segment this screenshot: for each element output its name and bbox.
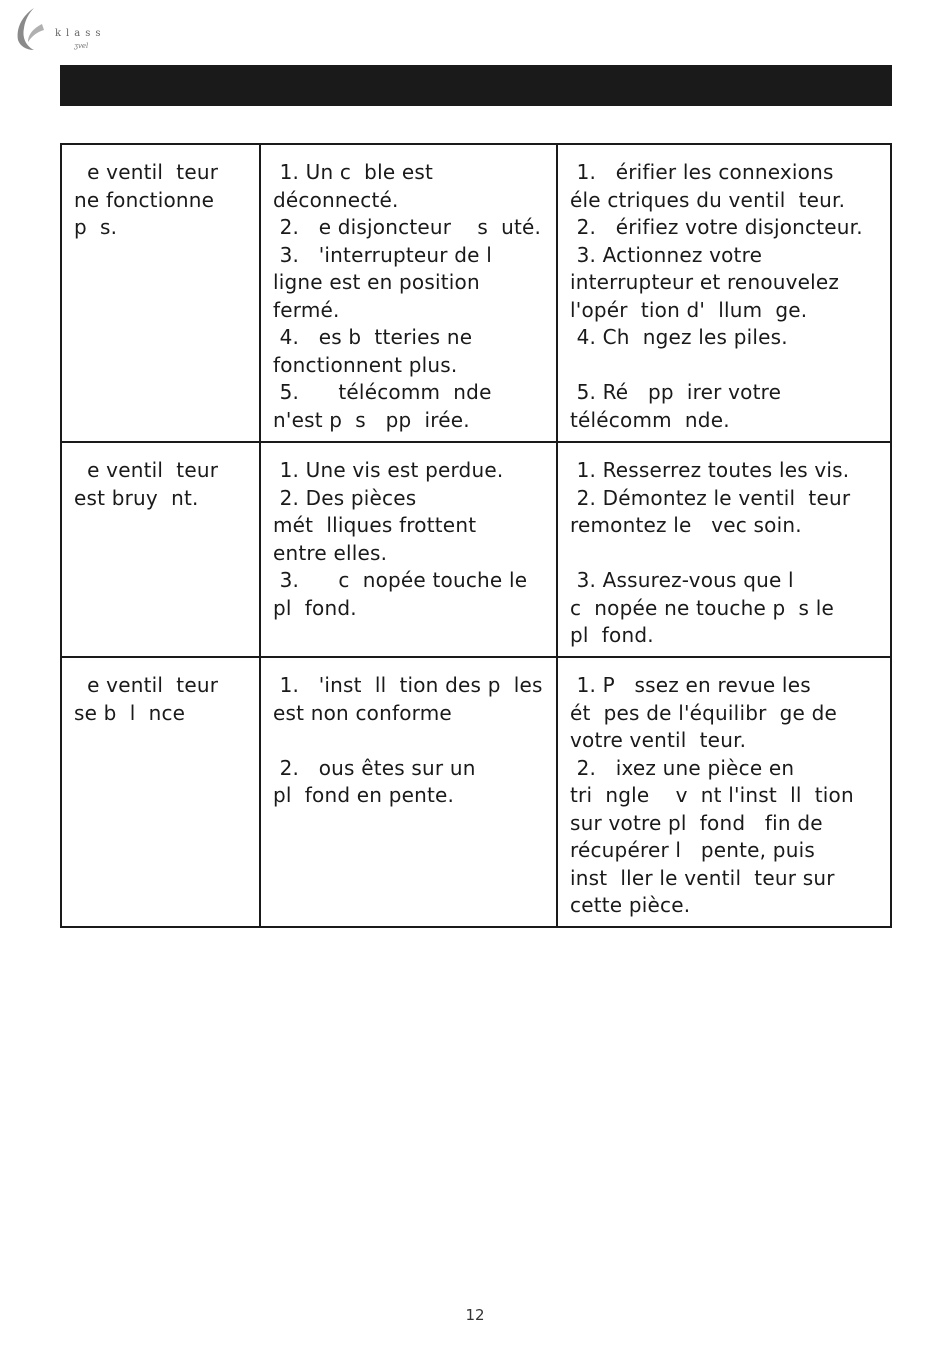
brand-swoosh-icon — [12, 6, 46, 52]
problem-cell: e ventil teur ne fonctionne p s. — [61, 144, 260, 442]
cause-cell: 1. Un c ble est déconnecté. 2. e disjoncteur s uté. 3. 'interrupteur de l ligne est en position fermé. 4. es b tteries ne fonctionnent plus. 5. télécomm nde n'est p s pp irée. — [260, 144, 557, 442]
problem-cell: e ventil teur est bruy nt. — [61, 442, 260, 657]
problem-cell: e ventil teur se b l nce — [61, 657, 260, 927]
solution-cell: 1. Resserrez toutes les vis. 2. Démontez le ventil teur remontez le vec soin. 3. Assurez-vous que l c nopée ne touche p s le pl fond. — [557, 442, 891, 657]
solution-cell: 1. érifier les connexions éle ctriques du ventil teur. 2. érifiez votre disjoncteur. 3. Actionnez votre interrupteur et renouvelez l'opér tion d' llum ge. 4. Ch ngez les piles. 5. Ré pp irer votre télécomm nde. — [557, 144, 891, 442]
brand-name: klass — [55, 28, 106, 39]
troubleshooting-table — [60, 143, 892, 928]
solution-cell: 1. P ssez en revue les ét pes de l'équilibr ge de votre ventil teur. 2. ixez une pièce en tri ngle v nt l'inst ll tion sur votre pl fond fin de récupérer l pente, puis inst ller le ventil teur sur cette pièce. — [557, 657, 891, 927]
brand-subtitle: ʒvel — [74, 42, 89, 50]
cause-cell: 1. Une vis est perdue. 2. Des pièces mét lliques frottent entre elles. 3. c nopée touche le pl fond. — [260, 442, 557, 657]
brand-logo — [12, 6, 106, 52]
page-number: 12 — [465, 1306, 485, 1324]
table-row — [61, 442, 891, 657]
table-row — [61, 657, 891, 927]
section-header-bar — [60, 65, 892, 106]
table-row — [61, 144, 891, 442]
cause-cell: 1. 'inst ll tion des p les est non conforme 2. ous êtes sur un pl fond en pente. — [260, 657, 557, 927]
